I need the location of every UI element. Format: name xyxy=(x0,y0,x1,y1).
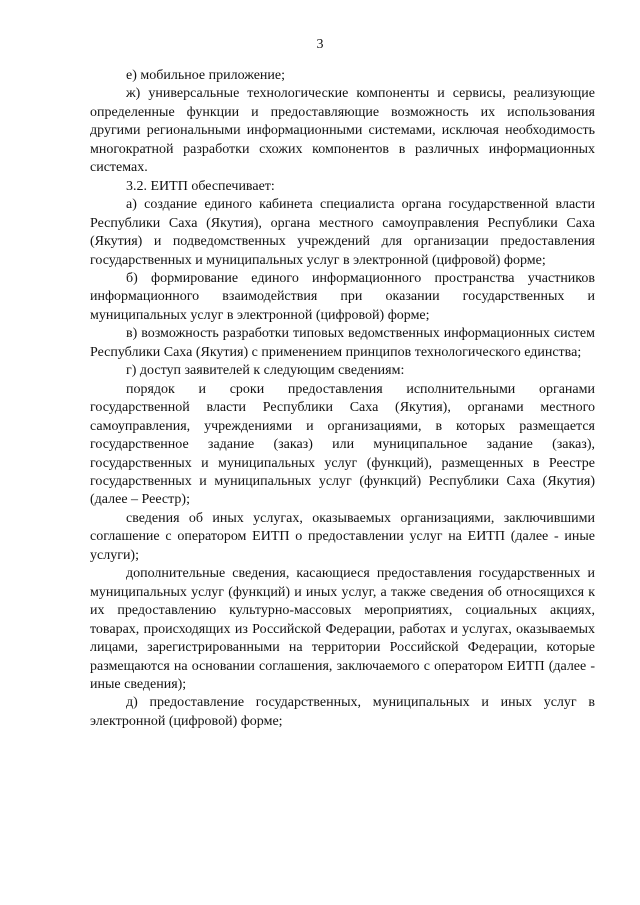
paragraph-other-services: сведения об иных услугах, оказываемых организациями, заключившими соглашение с оператором ЕИТП о предоставлении услуг на ЕИТП (далее - иные услуги); xyxy=(90,510,595,563)
page-number: 3 xyxy=(316,37,324,52)
section-heading-3-2: 3.2. ЕИТП обеспечивает: xyxy=(126,178,275,194)
paragraph-procedure: порядок и сроки предоставления исполнительными органами государственной власти Республики Саха (Якутия), органами местного самоуправления, учреждениями и организациями, в которых размещается государственное задание (заказ) или муниципальное задание (заказ), государственных и муниципальных услуг (функций), размещенных в Реестре государственных и муниципальных услуг (функций) Республики Саха (Якутия) (далее – Реестр); xyxy=(90,381,595,508)
paragraph-item-g: г) доступ заявителей к следующим сведениям: xyxy=(126,363,405,379)
paragraph-item-d: д) предоставление государственных, муниципальных и иных услуг в электронной (цифровой) форме; xyxy=(90,695,595,729)
paragraph-additional-info: дополнительные сведения, касающиеся предоставления государственных и муниципальных услуг (функций) и иных услуг, а также сведения об относящихся к их предоставлению культурно-массовых мероприятиях, социальных акциях, товарах, происходящих из Российской Федерации, работах и услугах, оказываемых лицами, зарегистрированными на территории Российской Федерации, которые размещаются на основании соглашения, заключаемого с оператором ЕИТП (далее - иные сведения); xyxy=(90,566,595,692)
paragraph-item-a: а) создание единого кабинета специалиста органа государственной власти Республики Саха (Якутия), органа местного самоуправления Республики Саха (Якутия) и подведомственных учреждений для организации предоставления государственных и муниципальных услуг в электронной (цифровой) форме; xyxy=(90,197,595,268)
paragraph-item-zh: ж) универсальные технологические компоненты и сервисы, реализующие определенные функции и предоставляющие возможность их использования другими региональными информационными системами, исключая необходимость многократной разработки схожих компонентов в различных информационных системах. xyxy=(90,86,595,176)
paragraph-item-e: е) мобильное приложение; xyxy=(126,68,286,83)
paragraph-item-v: в) возможность разработки типовых ведомственных информационных систем Республики Саха (Якутия) с применением принципов технологического единства; xyxy=(90,326,595,360)
document-body xyxy=(90,67,595,731)
paragraph-item-b: б) формирование единого информационного пространства участников информационного взаимодействия при оказании государственных и муниципальных услуг в электронной (цифровой) форме; xyxy=(90,270,595,323)
